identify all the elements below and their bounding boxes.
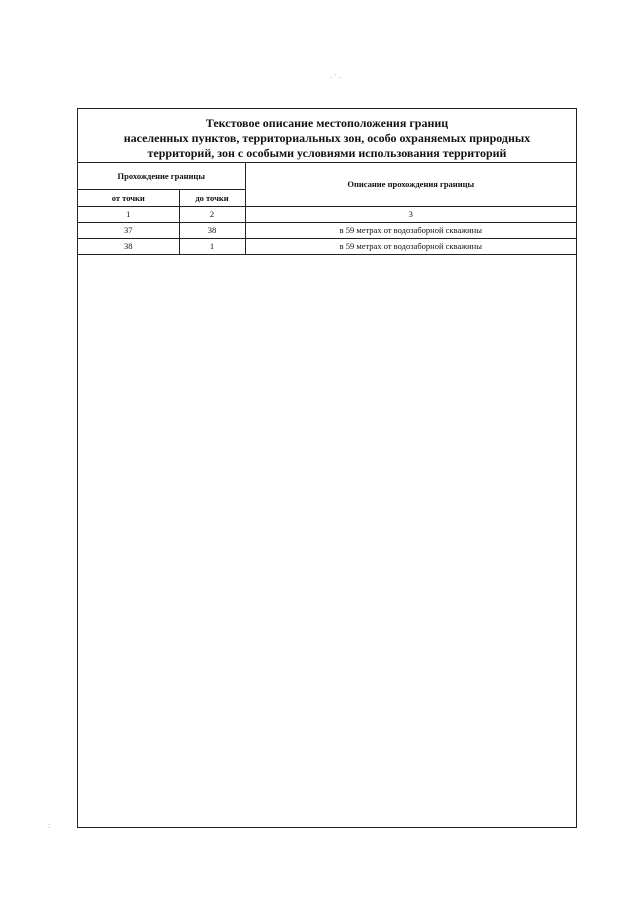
column-number-1: 1 bbox=[78, 206, 179, 222]
header-to-point: до точки bbox=[179, 189, 245, 206]
document-title bbox=[78, 109, 576, 163]
description-cell: в 59 метрах от водозаборной скважины bbox=[245, 222, 576, 238]
column-number-3: 3 bbox=[245, 206, 576, 222]
title-line-3: территорий, зон с особыми условиями использования территорий bbox=[147, 146, 507, 160]
description-cell: в 59 метрах от водозаборной скважины bbox=[245, 238, 576, 254]
scan-speck: . · . bbox=[330, 71, 341, 80]
from-point-cell: 38 bbox=[78, 238, 179, 254]
from-point-cell: 37 bbox=[78, 222, 179, 238]
to-point-cell: 38 bbox=[179, 222, 245, 238]
header-boundary-passage: Прохождение границы bbox=[78, 163, 245, 189]
title-line-2: населенных пунктов, территориальных зон, особо охраняемых природных bbox=[123, 131, 531, 145]
to-point-cell: 1 bbox=[179, 238, 245, 254]
scan-speck: : bbox=[48, 821, 51, 830]
table-row bbox=[78, 238, 576, 254]
table-row bbox=[78, 222, 576, 238]
boundary-table bbox=[78, 163, 576, 255]
column-number-row bbox=[78, 206, 576, 222]
column-number-2: 2 bbox=[179, 206, 245, 222]
title-line-1: Текстовое описание местоположения границ bbox=[205, 116, 449, 130]
header-from-point: от точки bbox=[78, 189, 179, 206]
document-frame bbox=[77, 108, 577, 828]
header-boundary-description: Описание прохождения границы bbox=[245, 163, 576, 206]
